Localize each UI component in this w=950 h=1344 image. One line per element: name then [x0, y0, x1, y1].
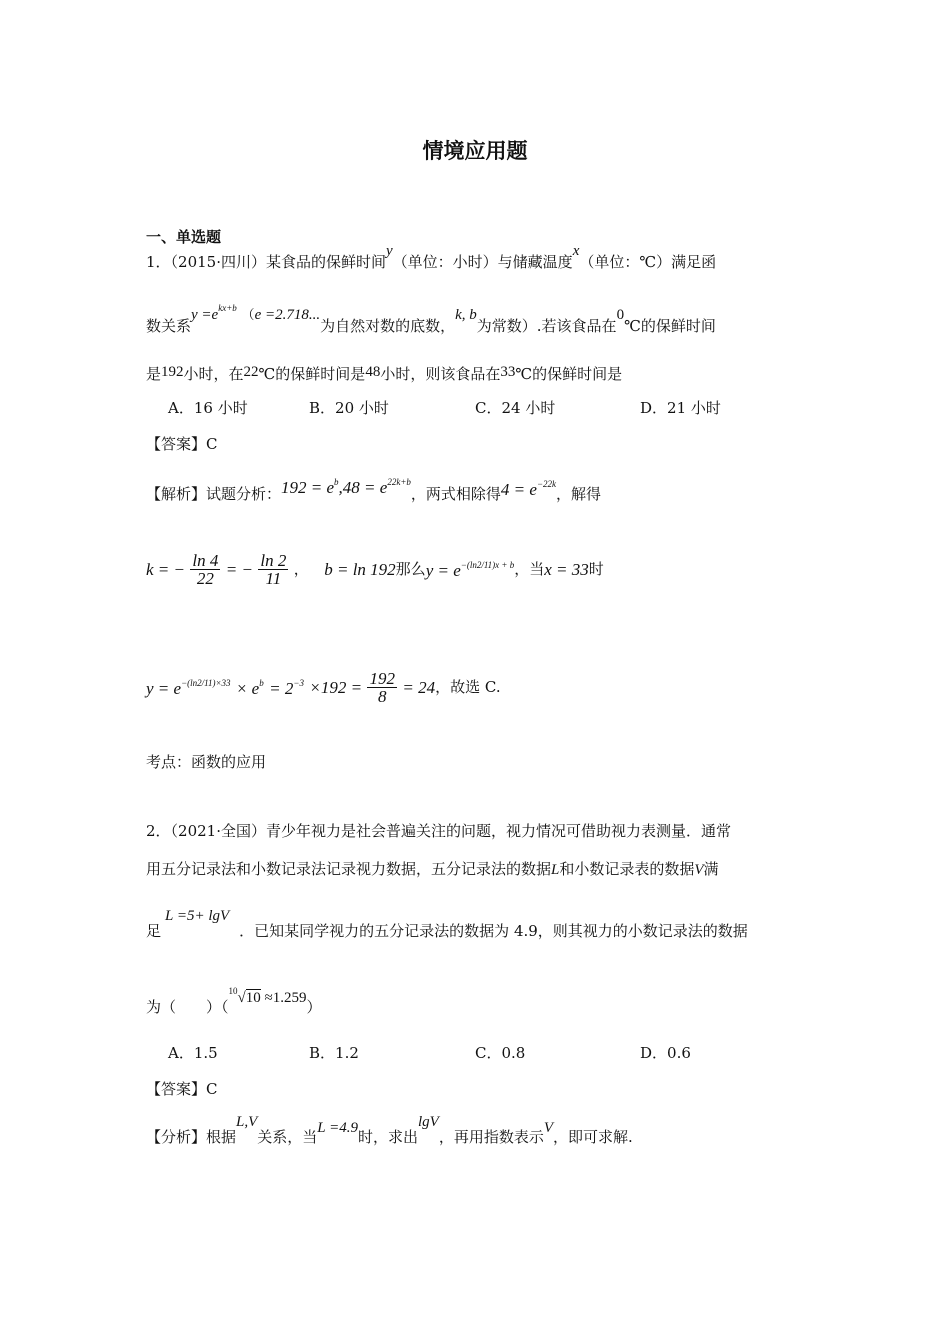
- text: 【分析】根据: [146, 1128, 237, 1146]
- text: 那么: [395, 560, 426, 578]
- text: ，即可求解.: [553, 1128, 633, 1146]
- final-eb: [236, 679, 264, 698]
- text: 时: [588, 560, 604, 578]
- root-body: 10: [245, 990, 261, 1006]
- eq-192-lhs: 192 = e: [281, 478, 335, 497]
- text: ℃的保鲜时间是: [515, 365, 623, 383]
- var-V: V: [694, 862, 704, 878]
- text: 为自然对数的底数，: [320, 317, 456, 335]
- q1-option-c: C．24 小时: [475, 399, 556, 417]
- num-192: 192: [161, 364, 184, 380]
- num-48: 48: [365, 364, 381, 380]
- q2-answer: 【答案】C: [146, 1080, 218, 1098]
- q1-analysis-line: [146, 477, 602, 503]
- root-value: ≈1.259: [264, 990, 307, 1006]
- root-index: 10: [228, 986, 238, 996]
- q1-k-line: [146, 552, 604, 587]
- frac-192-8: [367, 670, 397, 705]
- text: 为（ ）（: [146, 998, 229, 1016]
- q2-line-2: [146, 862, 719, 878]
- num-33: 33: [500, 364, 516, 380]
- L-49: L =4.9: [317, 1120, 358, 1136]
- text: ℃的保鲜时间是: [258, 365, 366, 383]
- k-eq: = −: [225, 560, 253, 579]
- text: 数关系: [146, 317, 192, 335]
- lgV: lgV: [418, 1114, 439, 1130]
- q1-kaodian: 考点：函数的应用: [146, 753, 267, 771]
- frac-den: 8: [377, 687, 387, 706]
- q1-stem-mid: （单位：小时）与储藏温度: [392, 253, 573, 271]
- text: ℃的保鲜时间: [624, 317, 716, 335]
- formula-lhs: y =e: [191, 307, 219, 323]
- text: 【解析】试题分析：: [146, 485, 282, 503]
- eq-4-exp: −22k: [536, 479, 557, 489]
- q1-answer: 【答案】C: [146, 435, 218, 453]
- section-heading: 一、单选题: [146, 228, 222, 246]
- var-y: y: [386, 243, 393, 259]
- frac-ln2-11: [258, 552, 288, 587]
- text: −(ln2/11)x + b: [460, 559, 515, 570]
- text: y = e: [146, 678, 182, 698]
- q1-option-b: B．20 小时: [309, 399, 389, 417]
- q2-option-d: D．0.6: [640, 1044, 691, 1062]
- final-result: = 24: [402, 678, 436, 697]
- lg-formula: L =5+ lgV: [165, 908, 230, 924]
- text: 用五分记录法和小数记录法记录视力数据，五分记录法的数据: [146, 860, 552, 878]
- text: = 2: [269, 678, 294, 698]
- text: 小时，则该食品在: [380, 365, 501, 383]
- text: 满: [703, 860, 719, 878]
- text: 为常数）.若该食品在: [476, 317, 617, 335]
- e-value: e =2.718...: [254, 307, 321, 323]
- q2-option-b: B．1.2: [309, 1044, 359, 1062]
- tenth-root: $^{10}$√10 ≈1.259: [228, 986, 307, 1006]
- x-33: x = 33: [544, 560, 589, 579]
- q2-line-3: [146, 908, 748, 940]
- var-kb: k, b: [455, 307, 477, 323]
- eq-192: [281, 478, 411, 497]
- q2-option-c: C．0.8: [475, 1044, 526, 1062]
- text: ，当: [514, 560, 545, 578]
- text: ，故选 C.: [435, 678, 501, 696]
- text: ，两式相除得: [410, 485, 501, 503]
- final-times: ×192 =: [309, 678, 363, 697]
- q2-line-1: 2．（2021·全国）青少年视力是社会普遍关注的问题，视力情况可借助视力表测量．通常: [146, 822, 731, 840]
- text: ，解得: [556, 485, 602, 503]
- final-pow: [269, 679, 304, 698]
- eq-192-exp: b: [334, 477, 339, 487]
- var-LV: L,V: [236, 1114, 258, 1130]
- frac-ln4-22: [190, 552, 220, 587]
- y-eq: [426, 561, 515, 580]
- q1-option-d: D．21 小时: [640, 399, 721, 417]
- q1-option-a: A．16 小时: [168, 399, 248, 417]
- var-L: L: [551, 862, 560, 878]
- q2-analysis-line: [146, 1114, 633, 1146]
- text: 关系，当: [257, 1128, 318, 1146]
- q1-line-2: [146, 303, 716, 335]
- text: 是: [146, 365, 162, 383]
- q1-line-1: [146, 243, 717, 271]
- text: ，: [293, 560, 309, 578]
- text: ）: [306, 998, 322, 1016]
- text: 足: [146, 922, 162, 940]
- text: −(ln2/11)×33: [181, 677, 231, 688]
- eq-4-lhs: 4 = e: [500, 480, 537, 499]
- eq-4: [501, 480, 556, 499]
- frac-num: ln 2: [260, 551, 287, 570]
- b-eq: b = ln 192: [324, 560, 396, 579]
- text: × e: [235, 678, 260, 698]
- q1-result-line: [146, 670, 501, 705]
- text: y = e: [425, 560, 461, 580]
- exp-formula: [191, 303, 237, 323]
- q2-option-a: A．1.5: [168, 1044, 218, 1062]
- k-lhs: k = −: [146, 560, 185, 579]
- text: ．已知某同学视力的五分记录法的数据为 4.9，则其视力的小数记录法的数据: [239, 922, 748, 940]
- frac-num: ln 4: [192, 551, 219, 570]
- frac-den: 11: [265, 569, 282, 588]
- q1-stem-end: （单位：℃）满足函: [579, 253, 717, 271]
- text: 小时，在: [183, 365, 244, 383]
- eq-48-exp: 22k+b: [387, 477, 411, 487]
- q1-line-3: [146, 364, 623, 383]
- frac-den: 22: [196, 569, 214, 588]
- num-22: 22: [243, 364, 259, 380]
- final-y: [146, 679, 231, 698]
- var-V-2: V: [543, 1120, 554, 1136]
- q1-stem: 1．（2015·四川）某食品的保鲜时间: [146, 253, 386, 271]
- temp-0: 0: [616, 307, 625, 323]
- text: （: [241, 308, 255, 323]
- text: ，再用指数表示: [438, 1128, 544, 1146]
- text: 时，求出: [358, 1128, 419, 1146]
- text: −3: [293, 677, 304, 688]
- text: b: [259, 677, 264, 688]
- var-x: x: [572, 243, 580, 259]
- text: 和小数记录表的数据: [559, 860, 695, 878]
- eq-48-lhs: ,48 = e: [338, 478, 388, 497]
- frac-num: 192: [369, 669, 395, 688]
- formula-exponent: kx+b: [218, 303, 237, 313]
- q2-line-4: [146, 986, 322, 1016]
- page-title: 情境应用题: [422, 138, 528, 163]
